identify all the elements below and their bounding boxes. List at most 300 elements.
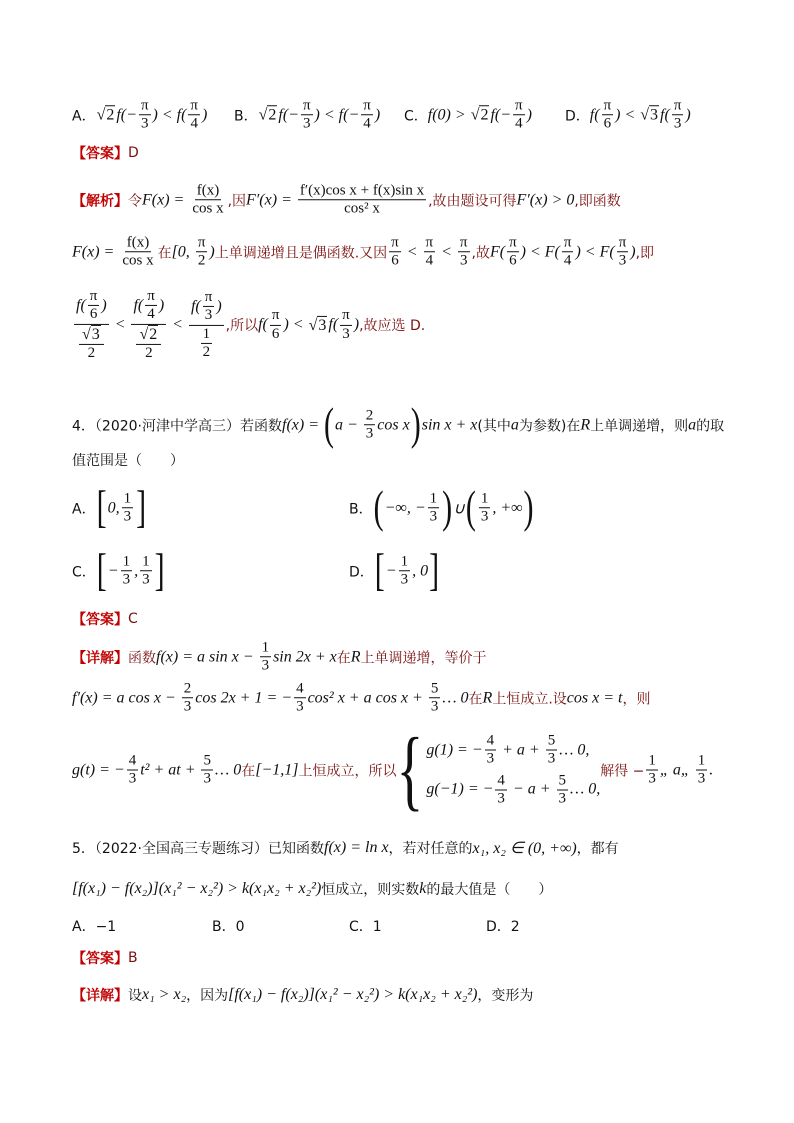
radical-sign: √ (258, 106, 268, 124)
text: 恒成立，则实数 (321, 882, 420, 898)
radicand: 2 (268, 106, 277, 124)
bracket: ] (429, 545, 440, 595)
numerator (189, 289, 224, 326)
numerator: π (270, 307, 282, 325)
math-expression: f( (328, 315, 339, 333)
math-expression: x₁, x₂ ∈ (0, +∞) (472, 840, 577, 857)
numerator: f(x) (195, 182, 222, 200)
explanation-text: 在 (157, 245, 172, 261)
fraction (190, 182, 225, 218)
numerator: π (617, 234, 629, 252)
fraction (672, 97, 684, 133)
square-root (97, 106, 116, 125)
fraction (696, 752, 708, 788)
denominator: 3 (497, 790, 505, 807)
math-expression: f( (76, 296, 86, 314)
q5-option-c (349, 916, 382, 936)
denominator: cos x (192, 200, 224, 217)
text: ，都有 (576, 841, 619, 857)
text: 设 (128, 988, 142, 1004)
denominator: 3 (296, 698, 304, 715)
q3-answer (72, 143, 139, 163)
numerator: 1 (479, 490, 491, 508)
fraction (270, 307, 282, 343)
bracket: [ (96, 482, 107, 532)
numerator (136, 324, 161, 344)
math-expression: ) (685, 106, 691, 123)
radicand: 2 (106, 106, 115, 124)
fraction (399, 553, 411, 589)
numerator: π (507, 234, 519, 252)
text: 5．（2022·全国高三专题练习）已知函数 (72, 841, 324, 857)
numerator: 2 (182, 680, 194, 698)
denominator: 3 (486, 750, 495, 767)
fraction (513, 97, 525, 133)
radicand: 2 (480, 106, 489, 124)
fraction (364, 407, 376, 443)
square-root (139, 324, 158, 343)
math-expression: f′(x) = a cos x − (72, 689, 180, 706)
denominator: 2 (145, 344, 153, 361)
numerator: π (196, 234, 208, 252)
fraction (562, 234, 574, 270)
math-expression: a − (335, 416, 362, 433)
fraction (120, 234, 155, 270)
text: B． (234, 108, 258, 124)
numerator: π (602, 97, 614, 115)
fraction (122, 490, 134, 526)
numerator: 1 (121, 553, 133, 571)
math-expression: … 0 (214, 761, 242, 778)
numerator: 4 (294, 680, 306, 698)
numerator: π (672, 97, 684, 115)
fraction (131, 288, 166, 362)
denominator: 4 (563, 252, 572, 269)
explanation-text: 上恒成立.设 (492, 691, 567, 707)
fraction (617, 234, 629, 270)
section-label: 【解析】 (72, 193, 128, 209)
numerator: π (562, 234, 574, 252)
math-expression: F′(x) > 0 (516, 191, 575, 208)
math-expression: cos 2x + 1 = − (195, 689, 293, 706)
numerator: π (458, 234, 470, 252)
fraction (429, 680, 441, 716)
denominator: 3 (618, 252, 627, 269)
explanation-text: ,故 (471, 245, 490, 261)
text: C． (72, 564, 96, 580)
q4-option-c (72, 545, 166, 595)
bracket: ] (136, 482, 147, 532)
fraction (201, 752, 213, 788)
denominator: 6 (271, 325, 280, 342)
math-expression: f( (258, 315, 268, 333)
denominator: 4 (363, 115, 371, 132)
text: 的最大值是（ ） (426, 882, 553, 898)
math-expression: [0, (171, 243, 194, 260)
math-expression: ) < f( (152, 106, 187, 123)
math-expression: … 0, (570, 780, 601, 798)
q3-option-d (565, 97, 691, 133)
math-expression: f(x) = a sin x − (156, 648, 258, 665)
q5-answer (72, 948, 138, 968)
fraction (428, 490, 440, 526)
math-expression: ) < F( (520, 243, 560, 260)
text: B．0 (212, 919, 245, 935)
denominator: 3 (480, 508, 489, 525)
math-expression: R (350, 648, 361, 665)
fraction (121, 553, 133, 589)
denominator: 3 (558, 790, 566, 807)
q5-option-d (486, 916, 520, 936)
math-expression: − (107, 562, 119, 579)
math-expression: f( (133, 296, 144, 314)
bracket: ) (523, 482, 534, 532)
numerator: 1 (428, 490, 440, 508)
math-expression: F′(x) = (246, 191, 296, 208)
math-expression: , 0 (412, 562, 429, 579)
numerator: π (513, 97, 525, 115)
numerator: π (361, 97, 373, 115)
fraction (424, 234, 436, 270)
fraction (140, 553, 152, 589)
fraction (79, 324, 104, 362)
denominator: 3 (648, 770, 656, 787)
math-expression: −∞, − (384, 499, 426, 516)
denominator: 3 (142, 571, 150, 588)
math-expression: ∪ (453, 500, 465, 517)
math-expression: … 0 (442, 689, 469, 706)
math-expression: g(−1) = − (426, 780, 494, 798)
text: B． (349, 501, 373, 517)
fraction (260, 639, 272, 675)
equation-row (426, 772, 600, 808)
math-expression: … 0, (559, 741, 590, 759)
numerator: 5 (546, 733, 558, 751)
radical-sign: √ (308, 316, 318, 334)
denominator (75, 324, 108, 362)
numerator: 1 (201, 325, 213, 343)
radicand: 2 (149, 325, 158, 343)
section-label: 【答案】 (72, 951, 128, 967)
math-expression: cos² x + a cos x + (307, 689, 427, 706)
fraction (201, 325, 213, 361)
fraction (557, 772, 569, 808)
math-expression: < (168, 315, 187, 333)
q3-option-c (404, 97, 532, 133)
explanation-text: 在 (241, 763, 256, 779)
denominator: 3 (122, 571, 131, 588)
text: A．−1 (72, 919, 117, 935)
square-root (471, 106, 490, 125)
denominator (197, 325, 217, 361)
numerator: 5 (557, 772, 569, 790)
math-expression: ) (374, 106, 381, 123)
section-label: 【详解】 (72, 988, 128, 1004)
denominator: cos² x (344, 200, 380, 217)
math-expression: , +∞ (492, 499, 523, 516)
denominator: 3 (365, 425, 374, 442)
numerator: π (88, 288, 100, 306)
math-expression: f( (589, 106, 600, 123)
text: A． (72, 108, 96, 124)
math-expression: R (580, 416, 591, 433)
math-expression: g(1) = − (426, 741, 483, 759)
denominator: 4 (425, 252, 434, 269)
math-expression: ) (216, 297, 222, 315)
math-expression: 0, (107, 499, 120, 516)
radicand: 3 (318, 316, 327, 334)
denominator: 6 (509, 252, 517, 269)
numerator (131, 288, 166, 325)
explanation-text: ,所以 (225, 317, 259, 334)
denominator: 4 (190, 115, 198, 132)
denominator: 3 (697, 770, 706, 787)
math-expression: f(− (116, 106, 137, 123)
bracket: [ (374, 545, 385, 595)
q4-option-b (349, 482, 535, 532)
denominator: 3 (430, 698, 439, 715)
math-expression: g(t) = − (72, 761, 125, 778)
denominator: 6 (603, 115, 612, 132)
math-expression: x₁ > x₂ (142, 986, 187, 1003)
math-expression: ) (101, 296, 107, 314)
math-expression: − a + (508, 780, 555, 798)
fraction (389, 234, 401, 270)
fraction (458, 234, 470, 270)
fraction (485, 733, 497, 769)
radical-sign: √ (96, 106, 106, 124)
fraction (145, 288, 157, 324)
explanation-text: 令 (128, 193, 142, 209)
math-expression: < (402, 243, 422, 260)
denominator: 2 (202, 343, 211, 360)
denominator: 3 (123, 508, 132, 525)
numerator: 1 (260, 639, 272, 657)
square-root (309, 315, 328, 334)
numerator: 5 (429, 680, 441, 698)
denominator: cos x (122, 252, 154, 269)
equation-rows (426, 733, 600, 808)
denominator: 3 (140, 115, 149, 132)
numerator: π (301, 97, 313, 115)
math-expression: [f(x₁) − f(x₂)](x₁² − x₂²) > k(x₁x₂ + x₂²) (228, 986, 478, 1003)
q5-detail-line1 (72, 985, 533, 1005)
numerator: 4 (485, 733, 497, 751)
equation-system (396, 720, 601, 820)
text: A． (72, 501, 96, 517)
fraction (189, 289, 224, 361)
text: ，若对任意的 (388, 841, 473, 857)
fraction (495, 772, 507, 808)
q4-option-a (72, 482, 147, 532)
math-expression: f(− (278, 106, 299, 123)
math-expression: cos x = t (566, 689, 623, 706)
square-root (259, 106, 278, 125)
fraction (139, 97, 151, 133)
fraction (74, 288, 109, 362)
denominator: 3 (261, 657, 270, 674)
fraction (136, 324, 161, 362)
numerator: f(x) (125, 234, 152, 252)
math-expression: F(x) = (142, 191, 189, 208)
denominator: 3 (183, 698, 192, 715)
math-expression: ) (630, 243, 636, 260)
q5-option-b (212, 916, 245, 936)
denominator: 3 (673, 115, 682, 132)
radical-sign: √ (81, 325, 91, 343)
math-expression: [f(x₁) − f(x₂)](x₁² − x₂²) > k(x₁x₂ + x₂²) (72, 880, 322, 897)
math-expression: ) (158, 296, 165, 314)
numerator (74, 288, 109, 325)
explanation-text: ,故由题设可得 (428, 193, 517, 209)
numerator: 4 (495, 772, 507, 790)
left-brace: { (396, 720, 424, 820)
numerator: 5 (201, 752, 213, 770)
text: C．1 (349, 919, 382, 935)
q4-option-d (349, 545, 440, 595)
text: D． (565, 108, 590, 124)
math-expression: ) < f(− (314, 106, 360, 123)
math-expression: − (385, 562, 397, 579)
fraction (203, 289, 215, 325)
math-expression: t² + at + (140, 761, 200, 778)
q3-analysis-line1 (72, 182, 621, 218)
explanation-text: 解得 − (600, 763, 645, 779)
math-expression: ) < (615, 106, 640, 123)
denominator: 4 (147, 306, 155, 323)
math-expression: sin 2x + x (273, 648, 337, 665)
section-label: 【答案】 (72, 146, 128, 162)
math-expression: , (134, 562, 139, 579)
math-expression: f(− (490, 106, 512, 123)
denominator: 3 (459, 252, 468, 269)
fraction (340, 307, 352, 343)
bracket: ( (373, 482, 384, 532)
explanation-text: 在 (468, 691, 483, 707)
bracket: ) (410, 399, 421, 449)
explanation-text: ,即函数 (574, 193, 621, 209)
denominator: 2 (197, 252, 206, 269)
radical-sign: √ (640, 106, 650, 124)
denominator: 3 (303, 115, 311, 132)
denominator: 3 (400, 571, 409, 588)
math-expression: F(x) = (72, 243, 119, 260)
text: ，变形为 (477, 988, 534, 1004)
explanation-text: 函数 (128, 650, 156, 666)
q4-stem-line2 (72, 450, 184, 470)
numerator: 1 (646, 752, 658, 770)
explanation-text: 上恒成立，所以 (298, 763, 397, 779)
fraction (361, 97, 373, 133)
fraction (507, 234, 519, 270)
square-root (640, 106, 659, 125)
math-expression: ) (526, 106, 532, 123)
fraction (301, 97, 313, 133)
fraction (182, 680, 194, 716)
denominator: 3 (203, 770, 211, 787)
text: D． (349, 564, 374, 580)
q4-detail-line1 (72, 639, 487, 675)
fraction (196, 234, 208, 270)
math-expression: [−1,1] (255, 761, 299, 778)
denominator (132, 324, 165, 362)
denominator: 2 (87, 344, 96, 361)
math-expression: ) (353, 315, 360, 333)
explanation-text: 上单调递增，等价于 (360, 650, 487, 666)
numerator: 1 (399, 553, 411, 571)
numerator: π (340, 307, 352, 325)
bracket: ( (465, 482, 476, 532)
math-expression: < (110, 315, 130, 333)
explanation-text: 上单调递增且是偶函数.又因 (214, 245, 388, 261)
radicand: 3 (650, 106, 659, 124)
equation-row (426, 733, 600, 769)
denominator: 6 (391, 252, 399, 269)
q5-stem-line2 (72, 879, 552, 899)
numerator: π (139, 97, 151, 115)
math-expression: ) (209, 243, 215, 260)
denominator: 3 (128, 770, 137, 787)
text: C． (404, 108, 428, 124)
fraction (479, 490, 491, 526)
fraction (127, 752, 139, 788)
text: D．2 (486, 919, 520, 935)
q4-detail-line2 (72, 680, 650, 716)
bracket: ] (154, 545, 165, 595)
math-expression: f( (660, 106, 670, 123)
numerator: 4 (127, 752, 139, 770)
bracket: ) (442, 482, 453, 532)
text: (其中 (477, 418, 511, 434)
fraction (88, 288, 100, 324)
math-expression: . (709, 761, 714, 778)
text: ，因为 (186, 988, 229, 1004)
math-expression: < (437, 243, 456, 260)
q5-stem-line1 (72, 838, 619, 858)
denominator: 3 (204, 307, 213, 324)
numerator: π (145, 288, 157, 306)
denominator: 3 (342, 325, 350, 342)
numerator (79, 324, 104, 344)
math-expression: ) (202, 106, 208, 123)
denominator: 3 (547, 750, 556, 767)
q4-answer (72, 609, 138, 629)
radicand: 3 (91, 325, 100, 343)
numerator: π (424, 234, 436, 252)
explanation-text: ，则 (622, 691, 651, 707)
explanation-text: B (128, 950, 138, 966)
numerator: π (389, 234, 401, 252)
q3-analysis-line3 (72, 288, 425, 362)
bracket: ( (324, 399, 334, 449)
explanation-text: 在 (336, 650, 351, 666)
q4-stem-line1 (72, 399, 725, 449)
fraction (602, 97, 614, 133)
section-label: 【答案】 (72, 612, 128, 628)
q5-option-a (72, 916, 116, 936)
bracket: [ (96, 545, 107, 595)
math-expression: k (419, 880, 427, 897)
math-expression: ) < (283, 315, 308, 333)
denominator: 4 (515, 115, 523, 132)
text: 4．（2020·河津中学高三）若函数 (72, 418, 282, 434)
text: 为参数)在 (518, 418, 581, 434)
section-label: 【详解】 (72, 650, 128, 666)
math-expression: f(x) = (282, 416, 323, 433)
q3-option-b (234, 97, 380, 133)
q3-option-a (72, 97, 207, 133)
explanation-text: ,即 (635, 245, 655, 261)
